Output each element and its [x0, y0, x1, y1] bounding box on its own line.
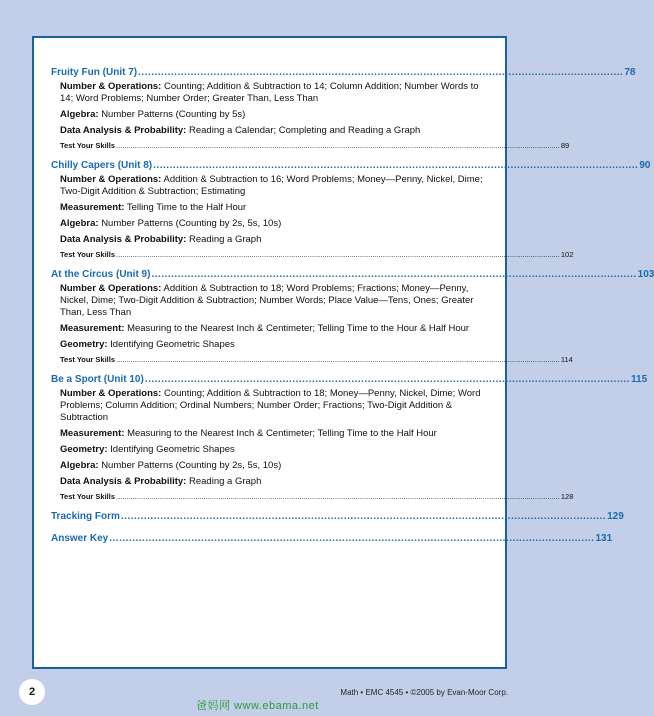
footer-credit: Math • EMC 4545 • ©2005 by Evan-Moor Corp. — [340, 688, 508, 697]
topic-entry: Number & Operations: Addition & Subtraction to 16; Word Problems; Money—Penny, Nickel, Dime; Two-Digit Addition & Subtraction; Estimating — [60, 174, 483, 197]
toc-unit-8 — [51, 159, 651, 260]
dot-leader: .................................................................................................................................................... — [144, 374, 630, 385]
unit-title: Chilly Capers (Unit 8) — [51, 160, 153, 171]
topic-entry: Number & Operations: Counting; Addition & Subtraction to 14; Column Addition; Number Words to 14; Word Problems; Number Order; Greater Than, Less Than — [60, 81, 479, 104]
topic-entry: Data Analysis & Probability: Reading a Graph — [60, 476, 262, 487]
topic-entry: Geometry: Identifying Geometric Shapes — [60, 339, 235, 350]
unit-heading[interactable] — [51, 66, 636, 79]
page-number: 2 — [28, 686, 36, 698]
toc-unit-10 — [51, 373, 648, 502]
entry-title: Answer Key — [51, 533, 109, 544]
dot-leader: ..................................................................................................................................................................................................................... — [116, 250, 560, 259]
test-your-skills-entry[interactable]: Test Your Skills ..................................................................................................................................................................................................................... 114 — [60, 355, 573, 364]
topic-entry: Algebra: Number Patterns (Counting by 5s) — [60, 109, 246, 120]
topic-entry: Measurement: Telling Time to the Half Hour — [60, 202, 247, 213]
dot-leader: .................................................................................................................................................... — [120, 511, 607, 522]
dot-leader: ..................................................................................................................................................................................................................... — [116, 355, 560, 364]
unit-heading[interactable] — [51, 268, 654, 281]
topic-entry: Geometry: Identifying Geometric Shapes — [60, 444, 235, 455]
unit-page-number: 103 — [637, 269, 654, 280]
dot-leader: .................................................................................................................................................... — [138, 67, 624, 78]
topic-entry: Number & Operations: Addition & Subtraction to 18; Word Problems; Fractions; Money—Penny, Nickel, Dime; Two-Digit Addition & Subtraction; Number Words; Place Value—Tens, Ones; Greater Than, Less Than — [60, 283, 474, 318]
topic-entry: Data Analysis & Probability: Reading a Calendar; Completing and Reading a Graph — [60, 125, 421, 136]
unit-title: Be a Sport (Unit 10) — [51, 374, 144, 385]
dot-leader: .................................................................................................................................................... — [151, 269, 637, 280]
dot-leader: .................................................................................................................................................... — [153, 160, 639, 171]
answer-key-entry[interactable] — [51, 532, 613, 545]
topic-entry: Number & Operations: Counting; Addition & Subtraction to 18; Money—Penny, Nickel, Dime; Word Problems; Column Addition; Ordinal Numbers; Number Order; Fractions; Two-Digit Addition & Subtraction — [60, 388, 481, 423]
unit-heading[interactable] — [51, 373, 648, 386]
topic-entry: Algebra: Number Patterns (Counting by 2s, 5s, 10s) — [60, 218, 282, 229]
toc-unit-9 — [51, 268, 654, 365]
entry-page-number: 131 — [595, 533, 613, 544]
entry-title: Tracking Form — [51, 511, 120, 522]
toc-unit-7 — [51, 66, 636, 151]
test-your-skills-entry[interactable]: Test Your Skills ..................................................................................................................................................................................................................... 102 — [60, 250, 574, 259]
unit-page-number: 78 — [624, 67, 636, 78]
unit-heading[interactable] — [51, 159, 651, 172]
dot-leader: ..................................................................................................................................................................................................................... — [116, 492, 560, 501]
topic-entry: Measurement: Measuring to the Nearest Inch & Centimeter; Telling Time to the Half Hour — [60, 428, 437, 439]
entry-page-number: 129 — [607, 511, 624, 522]
topic-entry: Data Analysis & Probability: Reading a Graph — [60, 234, 262, 245]
unit-title: At the Circus (Unit 9) — [51, 269, 151, 280]
test-your-skills-entry[interactable]: Test Your Skills ..................................................................................................................................................................................................................... 89 — [60, 141, 570, 150]
test-your-skills-entry[interactable]: Test Your Skills ..................................................................................................................................................................................................................... 128 — [60, 492, 574, 501]
table-of-contents — [51, 66, 654, 554]
topic-entry: Measurement: Measuring to the Nearest Inch & Centimeter; Telling Time to the Hour & Half Hour — [60, 323, 470, 334]
unit-page-number: 115 — [631, 374, 648, 385]
topic-entry: Algebra: Number Patterns (Counting by 2s, 5s, 10s) — [60, 460, 282, 471]
unit-title: Fruity Fun (Unit 7) — [51, 67, 138, 78]
tracking-form-entry[interactable] — [51, 510, 624, 523]
dot-leader: ..................................................................................................................................................................................................................... — [116, 141, 560, 150]
unit-page-number: 90 — [639, 160, 651, 171]
dot-leader: .................................................................................................................................................... — [109, 533, 595, 544]
site-watermark: 爸妈网 www.ebama.net — [196, 700, 319, 712]
page-frame — [32, 36, 654, 669]
page-number-badge — [19, 679, 45, 705]
